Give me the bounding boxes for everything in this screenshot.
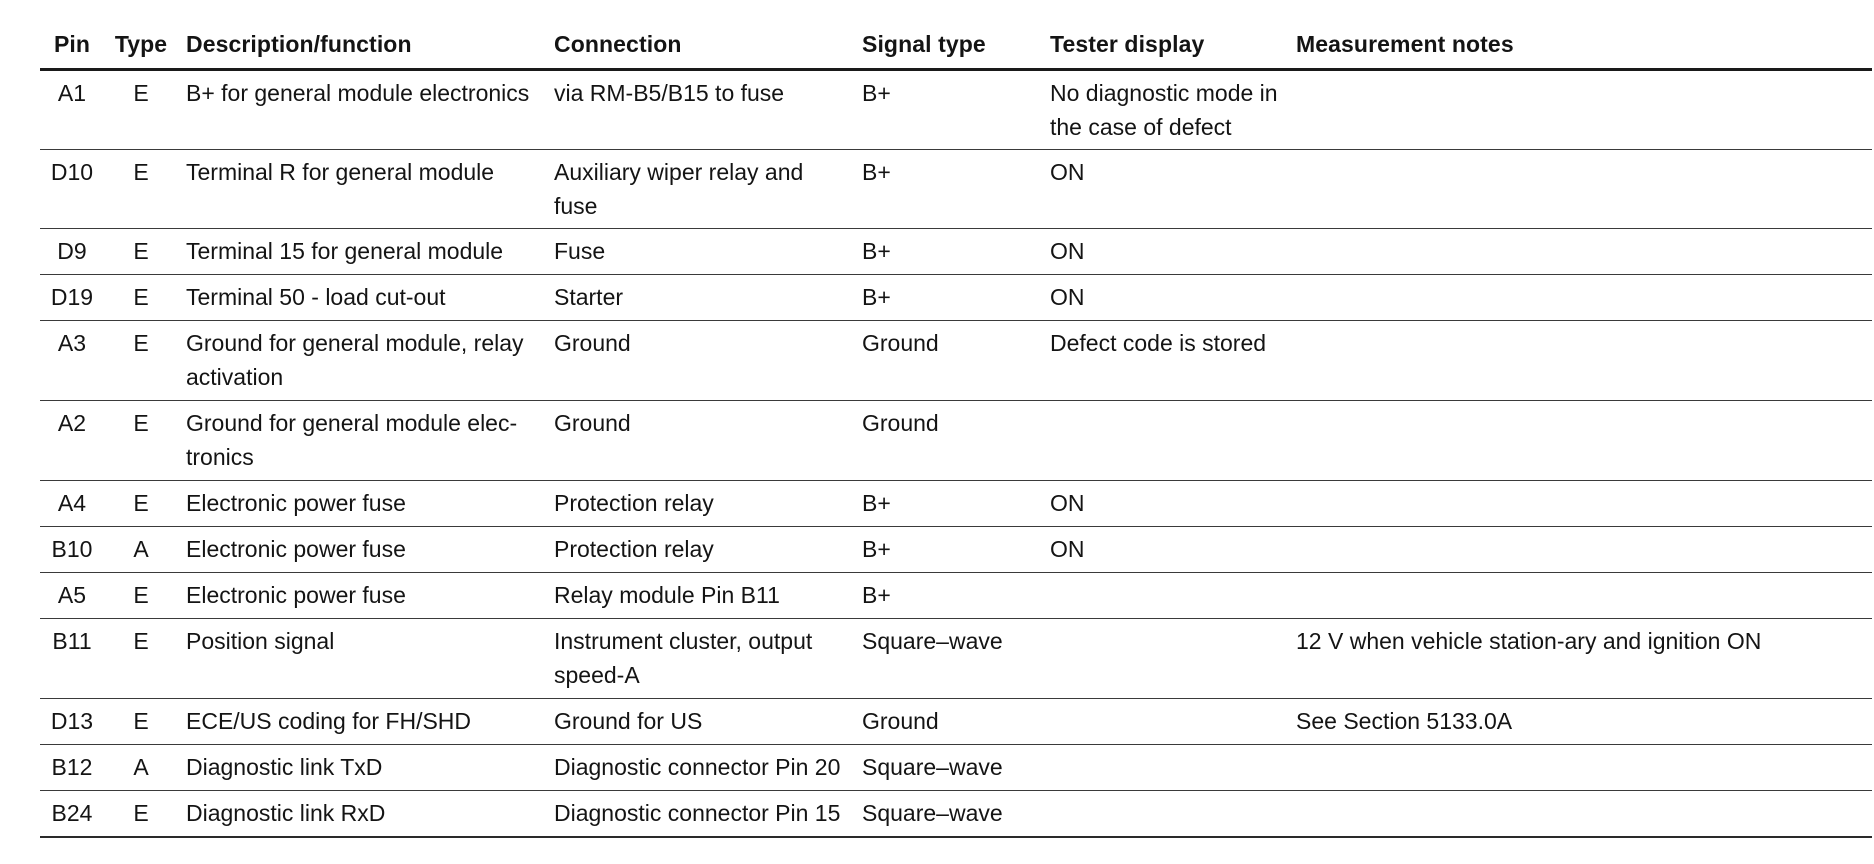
cell-type: E — [133, 582, 149, 608]
cell-tester-display: No diagnostic mode in the case of defect — [1050, 80, 1278, 140]
cell-signal-type: B+ — [862, 536, 891, 562]
cell-pin: A1 — [57, 80, 87, 106]
cell-signal-type: B+ — [862, 159, 891, 185]
cell-measurement-notes — [1288, 150, 1872, 229]
cell-tester-display — [1042, 745, 1288, 791]
cell-signal-type: B+ — [862, 238, 891, 264]
cell-signal-type: B+ — [862, 490, 891, 516]
cell-type: E — [133, 159, 149, 185]
cell-connection: Fuse — [554, 238, 606, 264]
cell-pin: B24 — [51, 800, 93, 826]
cell-type: E — [133, 238, 149, 264]
cell-signal-type: B+ — [862, 80, 891, 106]
cell-measurement-notes: 12 V when vehicle station-ary and ignition ON — [1296, 628, 1762, 654]
cell-pin: A5 — [57, 582, 87, 608]
table-row — [40, 275, 1872, 321]
cell-connection: Instrument cluster, output speed-A — [554, 628, 813, 688]
cell-pin: D13 — [50, 708, 94, 734]
cell-tester-display — [1042, 619, 1288, 699]
cell-measurement-notes — [1288, 527, 1872, 573]
cell-pin: B12 — [51, 754, 93, 780]
cell-type: A — [133, 754, 149, 780]
cell-pin: A4 — [57, 490, 87, 516]
cell-tester-display: ON — [1050, 490, 1085, 516]
cell-connection: Starter — [554, 284, 624, 310]
cell-signal-type: Ground — [862, 410, 939, 436]
cell-description: B+ for general module electronics — [186, 80, 530, 106]
cell-type: E — [133, 628, 149, 654]
cell-connection: via RM-B5/B15 to fuse — [554, 80, 785, 106]
cell-measurement-notes — [1288, 275, 1872, 321]
cell-tester-display: Defect code is stored — [1050, 330, 1267, 356]
cell-tester-display — [1042, 791, 1288, 837]
cell-type: E — [133, 800, 149, 826]
cell-description: Terminal 15 for general module — [186, 238, 504, 264]
cell-signal-type: B+ — [862, 284, 891, 310]
cell-connection: Protection relay — [554, 536, 714, 562]
cell-measurement-notes — [1288, 481, 1872, 527]
header-signal-type: Signal type — [862, 31, 986, 57]
cell-measurement-notes — [1288, 70, 1872, 150]
cell-pin: D19 — [50, 284, 94, 310]
cell-tester-display: ON — [1050, 284, 1085, 310]
cell-description: Electronic power fuse — [186, 582, 406, 608]
cell-connection: Ground — [554, 330, 631, 356]
cell-signal-type: Square–wave — [862, 754, 1003, 780]
cell-type: A — [133, 536, 149, 562]
cell-tester-display — [1042, 401, 1288, 481]
cell-pin: A2 — [57, 410, 87, 436]
cell-description: Electronic power fuse — [186, 536, 406, 562]
table-row — [40, 527, 1872, 573]
cell-connection: Ground for US — [554, 708, 703, 734]
cell-measurement-notes — [1288, 745, 1872, 791]
cell-description: ECE/US coding for FH/SHD — [186, 708, 472, 734]
table-row — [40, 745, 1872, 791]
cell-pin: B11 — [52, 628, 92, 654]
cell-measurement-notes — [1288, 401, 1872, 481]
cell-connection: Relay module Pin B11 — [554, 582, 780, 608]
header-pin: Pin — [53, 31, 91, 57]
table-row — [40, 481, 1872, 527]
cell-measurement-notes — [1288, 791, 1872, 837]
cell-measurement-notes — [1288, 321, 1872, 401]
header-measurement-notes: Measurement notes — [1296, 31, 1514, 57]
cell-type: E — [133, 330, 149, 356]
table-row — [40, 573, 1872, 619]
cell-tester-display: ON — [1050, 159, 1085, 185]
cell-measurement-notes — [1288, 573, 1872, 619]
pin-assignment-table — [40, 20, 1872, 838]
cell-signal-type: Ground — [862, 330, 939, 356]
cell-description: Terminal 50 - load cut-out — [186, 284, 446, 310]
table-row — [40, 150, 1872, 229]
table-row — [40, 229, 1872, 275]
cell-description: Ground for general module, relay activation — [186, 330, 524, 390]
cell-signal-type: Ground — [862, 708, 939, 734]
cell-tester-display: ON — [1050, 238, 1085, 264]
cell-measurement-notes — [1288, 229, 1872, 275]
cell-type: E — [133, 410, 149, 436]
cell-signal-type: Square–wave — [862, 628, 1003, 654]
cell-pin: A3 — [57, 330, 87, 356]
cell-description: Position signal — [186, 628, 335, 654]
table-row — [40, 619, 1872, 699]
cell-description: Terminal R for general module — [186, 159, 495, 185]
cell-pin: D10 — [50, 159, 94, 185]
cell-measurement-notes: See Section 5133.0A — [1296, 708, 1513, 734]
cell-type: E — [133, 284, 149, 310]
cell-signal-type: Square–wave — [862, 800, 1003, 826]
table-row — [40, 699, 1872, 745]
cell-connection: Ground — [554, 410, 631, 436]
cell-type: E — [133, 490, 149, 516]
cell-pin: D9 — [57, 238, 87, 264]
table-row — [40, 321, 1872, 401]
header-tester-display: Tester display — [1050, 31, 1205, 57]
cell-description: Ground for general module elec-tronics — [186, 410, 518, 470]
cell-connection: Diagnostic connector Pin 15 — [554, 800, 841, 826]
header-type: Type — [114, 31, 168, 57]
cell-pin: B10 — [51, 536, 93, 562]
cell-tester-display — [1042, 699, 1288, 745]
cell-tester-display — [1042, 573, 1288, 619]
header-description: Description/function — [186, 31, 412, 57]
table-row — [40, 70, 1872, 150]
cell-connection: Diagnostic connector Pin 20 — [554, 754, 841, 780]
cell-type: E — [133, 708, 149, 734]
header-connection: Connection — [554, 31, 682, 57]
cell-description: Electronic power fuse — [186, 490, 406, 516]
cell-type: E — [133, 80, 149, 106]
table-header-row — [40, 20, 1872, 70]
cell-description: Diagnostic link RxD — [186, 800, 386, 826]
cell-signal-type: B+ — [862, 582, 891, 608]
table-row — [40, 791, 1872, 837]
cell-connection: Auxiliary wiper relay and fuse — [554, 159, 804, 219]
cell-tester-display: ON — [1050, 536, 1085, 562]
table-row — [40, 401, 1872, 481]
cell-connection: Protection relay — [554, 490, 714, 516]
cell-description: Diagnostic link TxD — [186, 754, 383, 780]
document-page — [40, 20, 1872, 838]
